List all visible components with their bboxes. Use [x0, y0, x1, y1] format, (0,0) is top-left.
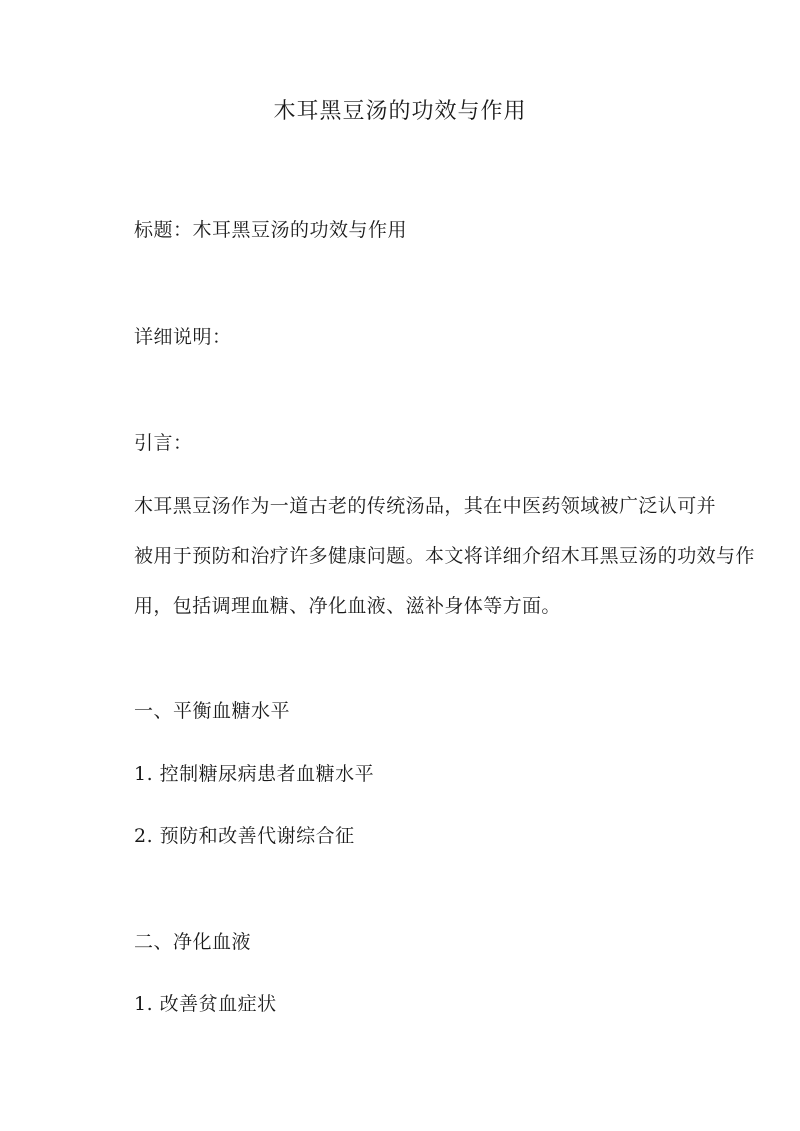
intro-paragraph-line-2: 被用于预防和治疗许多健康问题。本文将详细介绍木耳黑豆汤的功效与作 — [134, 545, 755, 567]
section-2-item-1: 1. 改善贫血症状 — [134, 993, 277, 1015]
section-1-item-1: 1. 控制糖尿病患者血糖水平 — [134, 763, 375, 785]
section-2-heading: 二、净化血液 — [134, 931, 252, 953]
section-1-heading: 一、平衡血糖水平 — [134, 700, 291, 722]
intro-paragraph-line-3: 用，包括调理血糖、净化血液、滋补身体等方面。 — [134, 595, 561, 617]
details-label: 详细说明： — [134, 326, 232, 348]
intro-paragraph-line-1: 木耳黑豆汤作为一道古老的传统汤品，其在中医药领域被广泛认可并 — [134, 495, 717, 517]
section-1-item-2: 2. 预防和改善代谢综合征 — [134, 825, 355, 847]
intro-label: 引言： — [134, 432, 193, 454]
subtitle-line: 标题：木耳黑豆汤的功效与作用 — [134, 219, 408, 241]
page-title: 木耳黑豆汤的功效与作用 — [273, 99, 527, 124]
